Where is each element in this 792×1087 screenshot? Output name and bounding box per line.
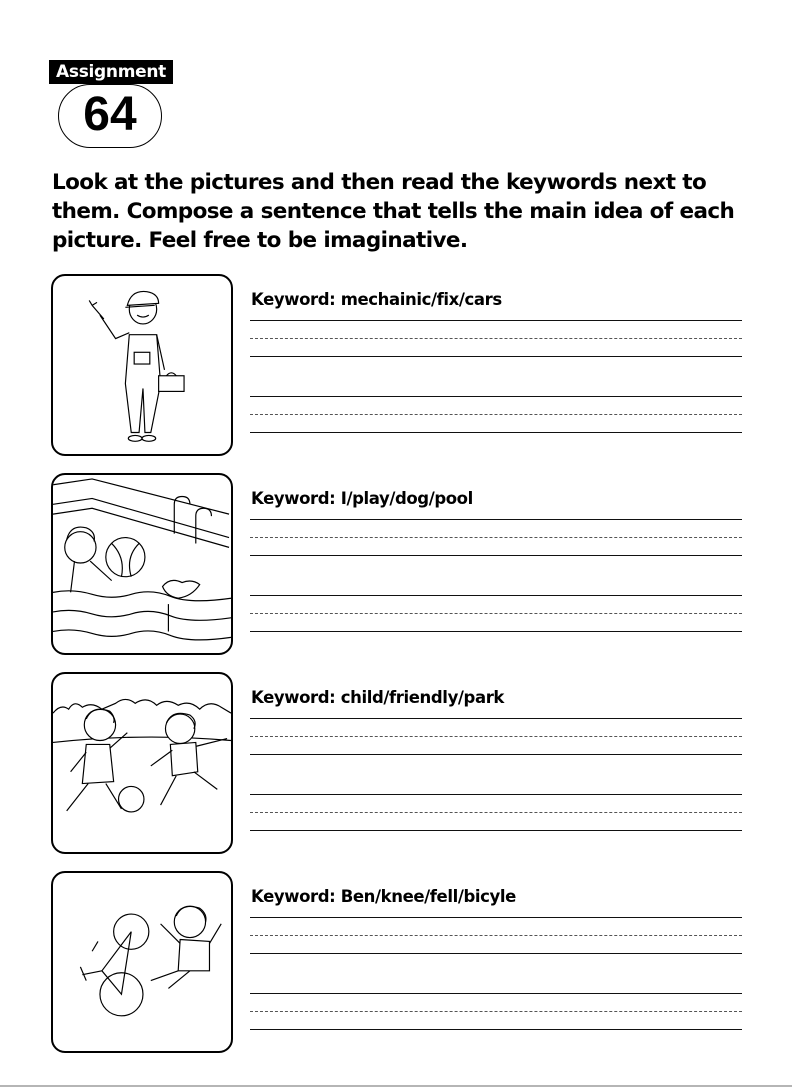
writing-line-top[interactable]	[250, 396, 742, 397]
writing-line-mid	[250, 736, 742, 737]
writing-line-top[interactable]	[250, 794, 742, 795]
assignment-badge: Assignment	[49, 60, 173, 84]
keyword-label: Keyword: I/play/dog/pool	[251, 489, 473, 508]
writing-line-base[interactable]	[250, 356, 742, 357]
writing-line-mid	[250, 613, 742, 614]
picture-frame-mechanic	[51, 274, 233, 456]
writing-line-top[interactable]	[250, 718, 742, 719]
writing-line-base[interactable]	[250, 631, 742, 632]
writing-line-mid	[250, 935, 742, 936]
writing-line-top[interactable]	[250, 519, 742, 520]
assignment-number: 64	[58, 84, 162, 148]
picture-frame-pool	[51, 473, 233, 655]
writing-line-base[interactable]	[250, 953, 742, 954]
writing-line-top[interactable]	[250, 320, 742, 321]
instructions-text: Look at the pictures and then read the keywords next to them. Compose a sentence that tells the main idea of each picture. Feel free to be imaginative.	[52, 170, 735, 253]
picture-frame-park	[51, 672, 233, 854]
writing-line-mid	[250, 338, 742, 339]
pool-boy-dog-illustration	[53, 475, 231, 653]
writing-line-base[interactable]	[250, 1029, 742, 1030]
writing-line-mid	[250, 812, 742, 813]
writing-line-mid	[250, 537, 742, 538]
writing-line-mid	[250, 1011, 742, 1012]
writing-line-top[interactable]	[250, 993, 742, 994]
keyword-label: Keyword: Ben/knee/fell/bicyle	[251, 887, 516, 906]
picture-frame-bicycle	[51, 871, 233, 1053]
writing-line-base[interactable]	[250, 754, 742, 755]
mechanic-illustration	[53, 276, 231, 454]
keyword-label: Keyword: child/friendly/park	[251, 688, 505, 707]
writing-line-top[interactable]	[250, 917, 742, 918]
writing-line-mid	[250, 414, 742, 415]
writing-line-base[interactable]	[250, 432, 742, 433]
writing-line-base[interactable]	[250, 830, 742, 831]
boy-fell-bicycle-illustration	[53, 873, 231, 1051]
keyword-label: Keyword: mechainic/fix/cars	[251, 290, 502, 309]
writing-line-top[interactable]	[250, 595, 742, 596]
writing-line-base[interactable]	[250, 555, 742, 556]
kids-playing-soccer-illustration	[53, 674, 231, 852]
